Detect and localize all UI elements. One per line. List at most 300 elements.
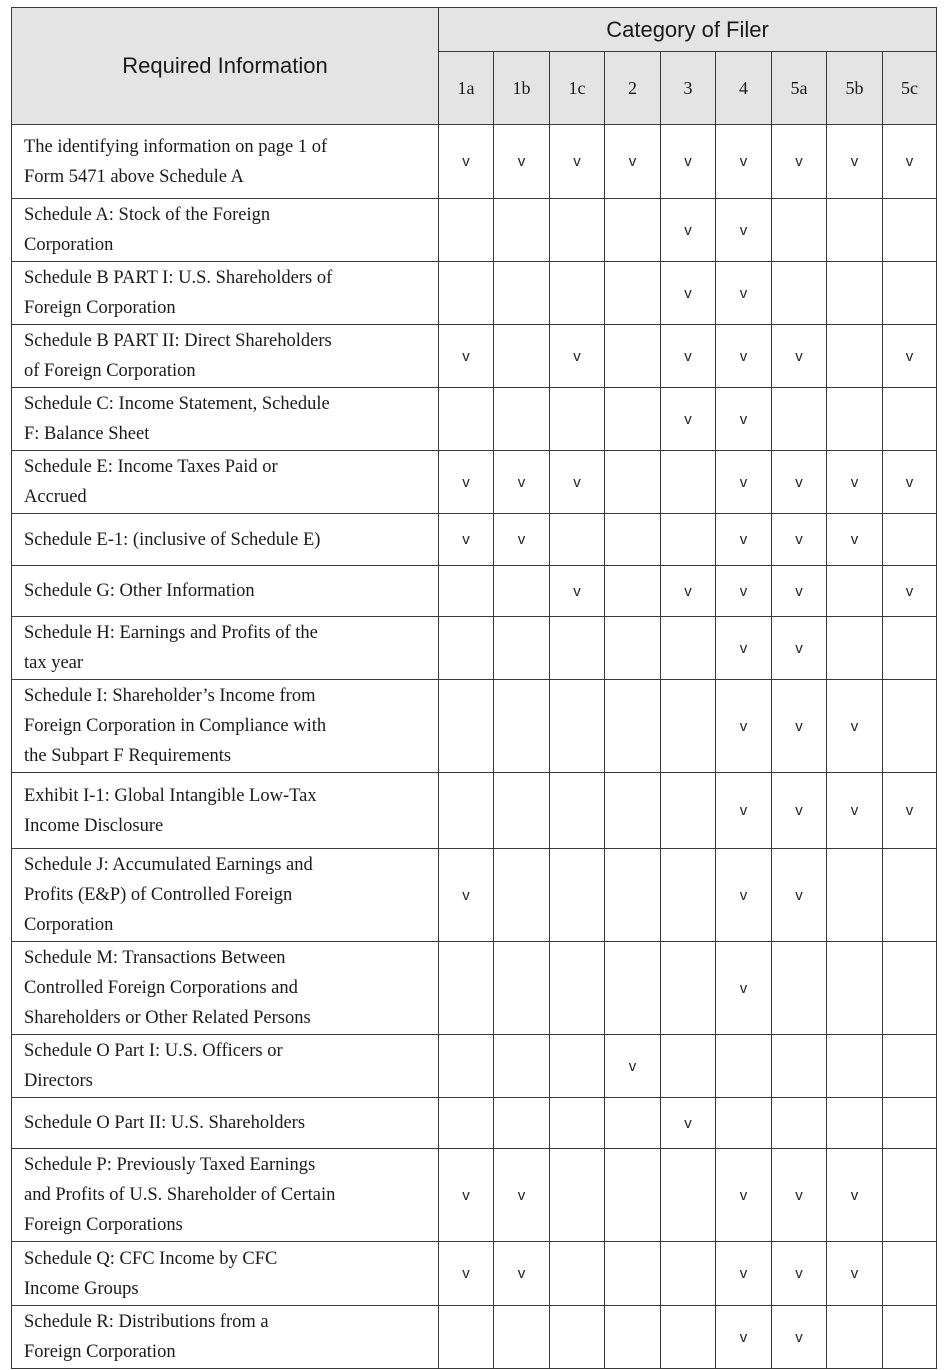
filer-1a-cell [439,262,494,325]
filer-4-cell [716,325,772,388]
required-information-cell [12,125,439,199]
check-mark-icon: v [462,886,470,904]
filer-1a-cell [439,680,494,773]
required-information-line: Schedule Q: CFC Income by CFC [24,1248,278,1269]
check-mark-icon: v [795,802,803,819]
check-mark-icon: v [905,582,914,600]
required-information-cell [12,849,439,942]
filer-5a-cell [772,1306,827,1369]
check-mark-icon: v [684,284,692,302]
required-information-line: Foreign Corporation [24,298,176,318]
filer-5b-cell [827,849,883,942]
required-information-line: Accrued [24,487,87,507]
check-mark-icon: v [517,531,526,548]
required-information-cell [12,1242,439,1306]
check-mark-icon: v [684,347,692,365]
filer-5a-cell [772,942,827,1035]
required-information-line: Foreign Corporation in Compliance with [24,716,327,736]
required-information-cell [12,1149,439,1242]
filer-1c-cell [550,451,605,514]
filer-2-cell [605,680,661,773]
table-body [12,125,937,1369]
check-mark-icon: v [684,582,692,600]
required-information-line: Schedule J: Accumulated Earnings and [24,855,313,875]
filer-4-cell [716,942,772,1035]
filer-5a-cell [772,680,827,773]
required-information-line: Schedule A: Stock of the Foreign [24,205,271,225]
filer-1b-cell [494,514,550,566]
check-mark-icon: v [573,347,581,365]
required-information-line: F: Balance Sheet [24,424,150,444]
filer-3-cell [661,773,716,849]
filer-1a-cell [439,566,494,617]
table-row [12,617,937,680]
filer-5c-cell [883,125,937,199]
filer-5a-cell [772,451,827,514]
required-information-line: the Subpart F Requirements [24,746,232,766]
filer-2-cell [605,1242,661,1306]
check-mark-icon: v [462,531,470,548]
filer-5b-cell [827,199,883,262]
required-information-line: of Foreign Corporation [24,361,196,381]
table-row [12,325,937,388]
filer-4-cell [716,1098,772,1149]
filer-5c-cell [883,1306,937,1369]
filer-5b-cell [827,1306,883,1369]
required-information-line: The identifying information on page 1 of [24,136,328,157]
check-mark-icon: v [795,1328,803,1346]
filer-5c-cell [883,1242,937,1306]
filer-5b-cell [827,262,883,325]
filer-3-cell [661,451,716,514]
table-row [12,1242,937,1306]
filer-5c-cell [883,680,937,773]
filer-3-cell [661,199,716,262]
filer-1c-cell [550,617,605,680]
filer-5a-cell [772,1149,827,1242]
filer-1c-cell [550,325,605,388]
category-header-1c: 1c [550,52,605,125]
required-information-cell [12,617,439,680]
category-of-filer-header: Category of Filer [439,8,937,52]
filer-5a-cell [772,388,827,451]
filer-5c-cell [883,262,937,325]
check-mark-icon: v [739,1186,748,1204]
filer-1c-cell [550,1306,605,1369]
filer-5c-cell [883,514,937,566]
filer-5b-cell [827,680,883,773]
filer-5a-cell [772,514,827,566]
check-mark-icon: v [905,473,914,491]
filer-5b-cell [827,617,883,680]
filer-5c-cell [883,1149,937,1242]
filer-5a-cell [772,1035,827,1098]
filer-1b-cell [494,325,550,388]
required-information-line: Schedule B PART II: Direct Shareholders [24,331,332,351]
required-information-line: Exhibit I-1: Global Intangible Low-Tax [24,785,317,806]
check-mark-icon: v [739,886,748,904]
filer-3-cell [661,617,716,680]
table-row [12,388,937,451]
filer-1c-cell [550,566,605,617]
filer-2-cell [605,849,661,942]
filer-requirements-table [11,7,937,1369]
filer-5c-cell [883,1035,937,1098]
filer-4-cell [716,199,772,262]
filer-1b-cell [494,1306,550,1369]
required-information-line: Schedule I: Shareholder’s Income from [24,686,316,706]
filer-1b-cell [494,849,550,942]
filer-1b-cell [494,451,550,514]
required-information-line: Foreign Corporations [24,1215,183,1235]
filer-1c-cell [550,199,605,262]
check-mark-icon: v [850,717,859,735]
filer-1a-cell [439,325,494,388]
required-information-cell [12,262,439,325]
table-row [12,680,937,773]
check-mark-icon: v [462,1265,470,1282]
filer-4-cell [716,125,772,199]
filer-5c-cell [883,1098,937,1149]
filer-3-cell [661,942,716,1035]
filer-5a-cell [772,617,827,680]
filer-1a-cell [439,388,494,451]
filer-2-cell [605,773,661,849]
check-mark-icon: v [739,582,748,600]
filer-3-cell [661,125,716,199]
check-mark-icon: v [850,1265,859,1282]
filer-5b-cell [827,388,883,451]
filer-5a-cell [772,199,827,262]
check-mark-icon: v [739,473,748,491]
required-information-line: Directors [24,1071,93,1091]
filer-3-cell [661,849,716,942]
filer-2-cell [605,125,661,199]
check-mark-icon: v [739,284,748,302]
check-mark-icon: v [795,582,803,600]
filer-3-cell [661,680,716,773]
filer-1b-cell [494,1149,550,1242]
required-information-line: Controlled Foreign Corporations and [24,978,298,998]
required-information-line: Schedule R: Distributions from a [24,1312,269,1332]
filer-1c-cell [550,1098,605,1149]
check-mark-icon: v [739,410,748,428]
required-information-header: Required Information [12,8,439,125]
check-mark-icon: v [739,639,748,657]
filer-1c-cell [550,388,605,451]
required-information-cell [12,325,439,388]
filer-3-cell [661,325,716,388]
check-mark-icon: v [739,979,748,997]
check-mark-icon: v [905,802,914,819]
filer-1b-cell [494,680,550,773]
filer-5c-cell [883,388,937,451]
filer-1a-cell [439,1242,494,1306]
filer-5a-cell [772,1242,827,1306]
check-mark-icon: v [795,347,803,365]
required-information-cell [12,514,439,566]
filer-2-cell [605,262,661,325]
filer-3-cell [661,1242,716,1306]
table-row [12,1035,937,1098]
filer-1c-cell [550,514,605,566]
required-information-cell [12,199,439,262]
filer-4-cell [716,1035,772,1098]
filer-2-cell [605,1306,661,1369]
required-information-line: Schedule C: Income Statement, Schedule [24,394,330,414]
check-mark-icon: v [739,802,748,819]
check-mark-icon: v [850,473,859,491]
filer-4-cell [716,680,772,773]
category-header-5c: 5c [883,52,937,125]
check-mark-icon: v [795,1265,803,1282]
required-information-line: Income Groups [24,1278,139,1299]
required-information-line: Schedule E: Income Taxes Paid or [24,457,278,477]
required-information-cell [12,1035,439,1098]
filer-3-cell [661,262,716,325]
filer-1a-cell [439,125,494,199]
table-row [12,125,937,199]
filer-1a-cell [439,1098,494,1149]
check-mark-icon: v [795,1186,803,1204]
category-header-5a: 5a [772,52,827,125]
check-mark-icon: v [517,1265,526,1282]
filer-requirements-table-container [11,7,937,1369]
required-information-line: Schedule G: Other Information [24,581,255,601]
check-mark-icon: v [850,531,859,548]
required-information-line: Income Disclosure [24,815,164,836]
check-mark-icon: v [462,473,470,491]
filer-1a-cell [439,942,494,1035]
table-row [12,942,937,1035]
check-mark-icon: v [517,473,526,491]
filer-5b-cell [827,325,883,388]
filer-1b-cell [494,566,550,617]
table-row [12,1149,937,1242]
required-information-line: Schedule P: Previously Taxed Earnings [24,1155,316,1175]
filer-2-cell [605,1098,661,1149]
check-mark-icon: v [795,153,803,170]
required-information-line: Profits (E&P) of Controlled Foreign [24,885,293,905]
filer-1a-cell [439,199,494,262]
filer-5b-cell [827,773,883,849]
filer-5c-cell [883,849,937,942]
filer-3-cell [661,388,716,451]
filer-2-cell [605,325,661,388]
filer-3-cell [661,566,716,617]
required-information-cell [12,566,439,617]
table-row [12,566,937,617]
check-mark-icon: v [795,531,803,548]
filer-2-cell [605,514,661,566]
filer-4-cell [716,617,772,680]
filer-1b-cell [494,1035,550,1098]
check-mark-icon: v [573,473,581,491]
filer-5b-cell [827,566,883,617]
required-information-line: Form 5471 above Schedule A [24,166,244,187]
required-information-line: Schedule B PART I: U.S. Shareholders of [24,268,333,288]
filer-1c-cell [550,1035,605,1098]
filer-4-cell [716,1242,772,1306]
filer-5c-cell [883,942,937,1035]
table-row [12,262,937,325]
table-row [12,773,937,849]
filer-5a-cell [772,262,827,325]
filer-4-cell [716,773,772,849]
required-information-line: Shareholders or Other Related Persons [24,1008,311,1028]
filer-1a-cell [439,1149,494,1242]
filer-1b-cell [494,1242,550,1306]
filer-5a-cell [772,849,827,942]
check-mark-icon: v [795,717,803,735]
filer-3-cell [661,1098,716,1149]
check-mark-icon: v [462,1186,470,1204]
filer-4-cell [716,1149,772,1242]
filer-2-cell [605,942,661,1035]
check-mark-icon: v [850,153,859,170]
filer-5b-cell [827,1035,883,1098]
check-mark-icon: v [684,1114,692,1132]
table-row [12,514,937,566]
check-mark-icon: v [517,153,526,170]
check-mark-icon: v [739,347,748,365]
filer-4-cell [716,849,772,942]
check-mark-icon: v [850,1186,859,1204]
filer-5c-cell [883,566,937,617]
check-mark-icon: v [684,153,692,170]
filer-5b-cell [827,1242,883,1306]
filer-1b-cell [494,617,550,680]
check-mark-icon: v [684,221,692,239]
required-information-cell [12,1306,439,1369]
required-information-cell [12,451,439,514]
filer-2-cell [605,1149,661,1242]
check-mark-icon: v [850,802,859,819]
check-mark-icon: v [739,717,748,735]
filer-1a-cell [439,1306,494,1369]
check-mark-icon: v [739,153,748,170]
filer-1a-cell [439,514,494,566]
required-information-line: Schedule O Part II: U.S. Shareholders [24,1113,306,1133]
filer-5b-cell [827,1098,883,1149]
table-header [12,8,937,125]
filer-5a-cell [772,566,827,617]
required-information-line: Foreign Corporation [24,1342,176,1362]
table-row [12,451,937,514]
filer-2-cell [605,199,661,262]
category-header-4: 4 [716,52,772,125]
check-mark-icon: v [905,347,914,365]
filer-1b-cell [494,388,550,451]
filer-4-cell [716,451,772,514]
filer-5b-cell [827,125,883,199]
required-information-line: tax year [24,653,84,673]
filer-4-cell [716,388,772,451]
filer-5c-cell [883,617,937,680]
check-mark-icon: v [905,153,914,170]
filer-1a-cell [439,451,494,514]
filer-5c-cell [883,325,937,388]
filer-1b-cell [494,262,550,325]
filer-3-cell [661,1035,716,1098]
header-row-top [12,8,937,52]
filer-2-cell [605,566,661,617]
check-mark-icon: v [795,886,803,904]
required-information-line: and Profits of U.S. Shareholder of Certain [24,1185,336,1205]
filer-1b-cell [494,1098,550,1149]
filer-5b-cell [827,1149,883,1242]
check-mark-icon: v [462,153,470,170]
filer-1a-cell [439,617,494,680]
filer-1c-cell [550,1149,605,1242]
filer-3-cell [661,1306,716,1369]
check-mark-icon: v [684,410,692,428]
required-information-cell [12,773,439,849]
required-information-line: Schedule H: Earnings and Profits of the [24,623,318,643]
check-mark-icon: v [573,582,581,600]
filer-3-cell [661,1149,716,1242]
required-information-line: Corporation [24,915,114,935]
filer-1c-cell [550,680,605,773]
required-information-cell [12,680,439,773]
filer-2-cell [605,451,661,514]
required-information-cell [12,942,439,1035]
filer-1b-cell [494,199,550,262]
filer-5b-cell [827,942,883,1035]
filer-1a-cell [439,1035,494,1098]
filer-1b-cell [494,942,550,1035]
filer-5b-cell [827,514,883,566]
filer-1b-cell [494,773,550,849]
filer-4-cell [716,514,772,566]
filer-5a-cell [772,773,827,849]
filer-5b-cell [827,451,883,514]
check-mark-icon: v [628,153,637,170]
check-mark-icon: v [739,1265,748,1282]
check-mark-icon: v [628,1057,637,1075]
table-row [12,849,937,942]
check-mark-icon: v [795,639,803,657]
filer-4-cell [716,566,772,617]
table-row [12,1098,937,1149]
category-header-1a: 1a [439,52,494,125]
filer-1a-cell [439,849,494,942]
filer-5c-cell [883,451,937,514]
check-mark-icon: v [517,1186,526,1204]
filer-1b-cell [494,125,550,199]
check-mark-icon: v [573,153,581,170]
filer-1c-cell [550,1242,605,1306]
filer-5a-cell [772,325,827,388]
required-information-cell [12,388,439,451]
filer-5a-cell [772,125,827,199]
filer-5c-cell [883,199,937,262]
filer-1c-cell [550,942,605,1035]
filer-2-cell [605,617,661,680]
category-header-2: 2 [605,52,661,125]
category-header-3: 3 [661,52,716,125]
filer-1c-cell [550,262,605,325]
filer-1c-cell [550,849,605,942]
table-row [12,199,937,262]
required-information-line: Schedule O Part I: U.S. Officers or [24,1041,283,1061]
filer-3-cell [661,514,716,566]
filer-2-cell [605,388,661,451]
category-header-1b: 1b [494,52,550,125]
filer-1c-cell [550,773,605,849]
filer-1a-cell [439,773,494,849]
filer-5c-cell [883,773,937,849]
